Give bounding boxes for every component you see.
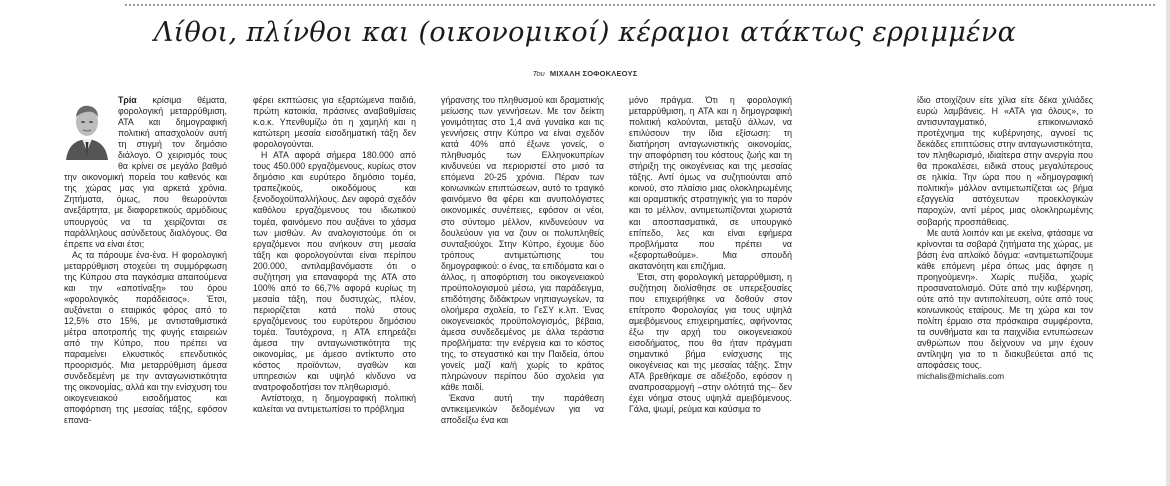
paragraph: Η ΑΤΑ αφορά σήμερα 180.000 από τους 450.000 εργαζόμενους, κυρίως στον δημόσιο και ευρύτερο δημόσιο τομέα, τραπεζικούς, οικοδόμους και ξενοδοχοϋπαλλήλους. Δεν αφορά σχεδόν καθόλου εργαζόμενους του ιδιωτικού τομέα, φαινόμενο που αυξάνει το χάσμα των μισθών. Αν αναλογιστούμε ότι οι εργαζόμενοι που ανήκουν στη μεσαία τάξη και φορολογούνται είναι περίπου 200.000, αντιλαμβανόμαστε ότι ο συζήτηση για επαναφορά της ΑΤΑ στο 100% από το 66,7% αφορά κυρίως τη μεσαία τάξη, που δυστυχώς, πλέον, περιορίζεται κατά πολύ στους εργαζόμενους του ευρύτερου δημόσιου τομέα. Ταυτόχρονα, η ΑΤΑ επηρεάζει άμεσα την ανταγωνιστικότητα της οικονομίας, με άμεσο αντίκτυπο στο κόστος προϊόντων, αγαθών και υπηρεσιών και υψηλό κίνδυνο να ανατροφοδοτήσει τον πληθωρισμό. <box>253 150 416 393</box>
article-column-1 <box>64 95 227 455</box>
paragraph: Αντίστοιχα, η δημογραφική πολιτική καλείται να αντιμετωπίσει το πρόβλημα <box>253 393 416 415</box>
article-column-4 <box>629 95 792 455</box>
byline-prefix: Του <box>532 69 545 78</box>
author-email[interactable]: michalis@michalis.com <box>917 371 1005 382</box>
top-dotted-rule <box>125 4 1155 6</box>
paragraph: Έτσι, στη φορολογική μεταρρύθμιση, η συζήτηση διολίσθησε σε υπερεξουσίες που επιχειρήθηκε να δοθούν στον επίτροπο Φορολογίας για τους υψηλά αμειβόμενους επιχειρηματίες, αφήνοντας έξω την αρχή του οικογενειακού εισοδήματος, που θα ήταν πράγματι σημαντικό βήμα ενίσχυσης της οικογένειας και της μεσαίας τάξης. Στην ΑΤΑ βρεθήκαμε σε αδιέξοδο, εφόσον η αναπροσαρμογή –στην ολότητά της– δεν έχει νόημα στους υψηλά αμειβόμενους. Γάλα, ψωμί, ρεύμα και καύσιμα το <box>629 271 792 415</box>
paragraph: Ας τα πάρουμε ένα-ένα. Η φορολογική μεταρρύθμιση στοχεύει τη συμμόρφωση της Κύπρου στα παγκόσμια απαιτούμενα και την «αποτίναξη» του όρου «φορολογικός παράδεισος». Έτσι, αυξάνεται ο εταιρικός φόρος από το 12,5% στο 15%, με αντισταθμιστικά μέτρα αποτροπής της φυγής εταιρειών από την Κύπρο, που πρέπει να παραμείνει ελκυστικός επενδυτικός προορισμός. Μια μεταρρύθμιση άμεσα συνδεδεμένη με την ανταγωνιστικότητα της οικονομίας, αλλά και την ενίσχυση του οικογενειακού εισοδήματος και αποφόρτιση της μεσαίας τάξης, εφόσον επανα- <box>64 249 227 426</box>
byline-author: ΜΙΧΑΛΗ ΣΟΦΟΚΛΕΟΥΣ <box>549 69 638 78</box>
paragraph: Έκανα αυτή την παράθεση αντικειμενικών δεδομένων για να αποδείξω ένα και <box>441 393 604 426</box>
article-column-3 <box>441 95 604 455</box>
paragraph: Με αυτά λοιπόν και με εκείνα, φτάσαμε να κρίνονται τα σοβαρά ζητήματα της χώρας, με βάση ένα απλοϊκό δόγμα: «αντιμετωπίζουμε κάθε επόμενη μέρα όπως μας άφησε η προηγούμενη». Χωρίς πυξίδα, χωρίς προσανατολισμό. Ούτε από την κυβέρνηση, ούτε από την αντιπολίτευση, ούτε από τους κοινωνικούς εταίρους. Με τη χώρα και τον πολίτη έρμαιο στα πρόσκαιρα συμφέροντα, τα συνθήματα και τα παιχνίδια εντυπώσεων ανθρώπων που δείχνουν να μην έχουν αντίληψη για το τι διακυβεύεται από τις αποφάσεις τους. <box>917 227 1093 371</box>
paragraph: γήρανσης του πληθυσμού και δραματικής μείωσης των γεννήσεων. Με τον δείκτη γονιμότητας στο 1,4 ανά γυναίκα και τις γεννήσεις στην Κύπρο να είναι σχεδόν κατά 40% από έξωνε γονείς, ο πληθυσμός των Ελληνοκυπρίων κινδυνεύει να περιοριστεί στο μισό τα επόμενα 20-25 χρόνια. Πέραν των κοινωνικών επιπτώσεων, αυτό το τραγικό φαινόμενο θα φέρει και ανυπολόγιστες οικονομικές συνέπειες, εφόσον οι νέοι, στο σύντομο μέλλον, κινδυνεύουν να δουλεύουν για να ζουν οι πολυπληθείς συνταξιούχοι. Στην Κύπρο, έχουμε δύο τρόπους αντιμετώπισης του δημογραφικού: ο ένας, τα επιδόματα και ο άλλος, η αποφόρτιση του οικογενειακού προϋπολογισμού μέσω, για παράδειγμα, επιδότησης διδάκτρων νηπιαγωγείων, τα ολοήμερα σχολεία, το ΓεΣΥ κ.λπ. Ένας οικογενειακός προϋπολογισμός, βέβαια, άμεσα συνδεδεμένος με άλλα τεράστια προβλήματα: την ενέργεια και το κόστος της, το στεγαστικό και την Παιδεία, όπου γονείς μαζί κα/ή χωρίς το κράτος πληρώνουν περίπου δύο σχολεία για κάθε παιδί. <box>441 95 604 393</box>
article-headline: Λίθοι, πλίνθοι και (οικονομικοί) κέραμοι ατάκτως ερριμμένα <box>153 17 1017 48</box>
lead-word: Τρία <box>118 95 137 105</box>
paragraph: ίδιο στοιχίζουν είτε χίλια είτε δέκα χιλιάδες ευρώ λαμβάνεις. Η «ΑΤΑ για όλους», το αντισυνταγματικό, επικοινωνιακό προτέχνημα της κυβέρνησης, αγνοεί τις δεκάδες επιπτώσεις στην ανταγωνιστικότητα, τον πληθωρισμό, ιδιαίτερα στην ανεργία που θα προκαλέσει, ειδικά στους μεγαλύτερους σε ηλικία. Την ώρα που η «δημογραφική πολιτική» μάλλον αντιμετωπίζεται ως βήμα εξαγγελία αστόχευτων προεκλογικών παροχών, αντί μέρος μιας ολοκληρωμένης σοβαρής προσπάθειας. <box>917 95 1093 227</box>
article-column-5 <box>917 95 1093 455</box>
article-column-2 <box>253 95 416 455</box>
paragraph: φέρει εκπτώσεις για εξαρτώμενα παιδιά, πρώτη κατοικία, πράσινες αναβαθμίσεις κ.ο.κ. Υπενθυμίζω ότι η χαμηλή και η κατώτερη μεσαία εισοδηματική τάξη δεν φορολογούνται. <box>253 95 416 150</box>
paragraph-text: κρίσιμα θέματα, φορολογική μεταρρύθμιση, ΑΤΑ και δημογραφική πολιτική απασχολούν αυτή τη στιγμή τον δημόσιο διάλογο. Ο χειρισμός τους θα κρίνει σε μεγάλο βαθμό την οικονομική πορεία του καθενός και της χώρας μας για αρκετά χρόνια. Ζητήματα, όμως, που θεωρούνται ανεξάρτητα, με διαφορετικούς αρμόδιους υπουργούς να τα χειρίζονται σε παράλληλους ασύνδετους διαλόγους. Θα έπρεπε να είναι έτσι; <box>64 95 227 249</box>
paragraph: μόνο πράγμα. Ότι η φορολογική μεταρρύθμιση, η ΑΤΑ και η δημογραφική πολιτική καλούνται, μεταξύ άλλων, να επιλύσουν την ίδια εξίσωση: τη διατήρηση ανταγωνιστικής οικονομίας, την αποφόρτιση του κόστους ζωής και τη στήριξη της οικογένειας και της μεσαίας τάξης. Αντί όμως να συζητιούνται από κοινού, στο πλαίσιο μιας ολοκληρωμένης και οραματικής στρατηγικής για το παρόν και το μέλλον, αντιμετωπίζονται χωριστά και αποσπασματικά, σε υπουργικό επίπεδο, λες και είναι εφήμερα προβλήματα που πρέπει να «ξεφορτωθούμε». Μια σπουδή ακατανόητη και επιζήμια. <box>629 95 792 271</box>
byline <box>0 69 1170 78</box>
author-portrait <box>64 95 112 160</box>
